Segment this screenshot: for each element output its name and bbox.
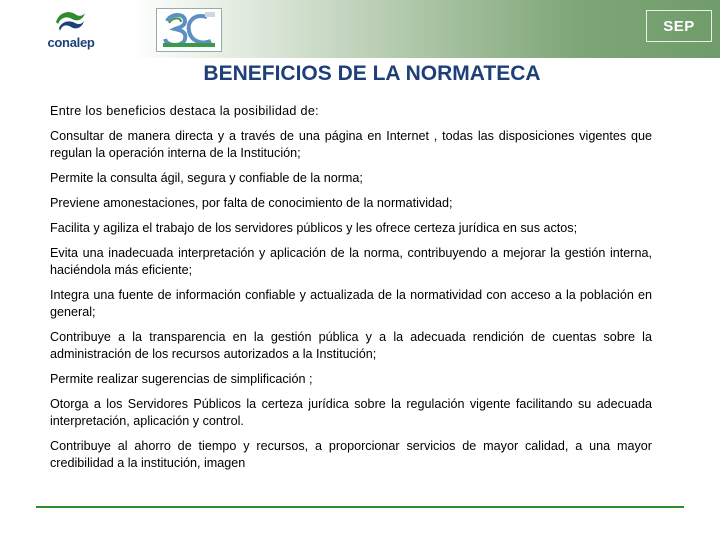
intro-text: Entre los beneficios destaca la posibilidad de: [50, 104, 319, 118]
benefit-item: Permite la consulta ágil, segura y confiable de la norma; [50, 171, 363, 185]
benefit-item: Consultar de manera directa y a través de una página en Internet , todas las disposiciones vigentes que regulan la operación interna de la Institución; [50, 129, 652, 160]
benefit-item: Permite realizar sugerencias de simplificación ; [50, 372, 313, 386]
benefits-content [50, 103, 652, 480]
benefit-item: Contribuye al ahorro de tiempo y recursos, a proporcionar servicios de mayor calidad, a una mayor credibilidad a la institución, imagen [50, 439, 652, 470]
benefit-item: Evita una inadecuada interpretación y aplicación de la norma, contribuyendo a mejorar la gestión interna, haciéndola más eficiente; [50, 246, 652, 277]
benefit-item: Otorga a los Servidores Públicos la certeza jurídica sobre la regulación vigente facilitando su adecuada interpretación, aplicación y control. [50, 397, 652, 428]
benefit-item: Integra una fuente de información confiable y actualizada de la normatividad con acceso a la población en general; [50, 288, 652, 319]
sep-logo: SEP [646, 10, 712, 42]
page-title: BENEFICIOS DE LA NORMATECA [203, 62, 541, 85]
bottom-divider [36, 506, 684, 508]
benefit-item: Facilita y agiliza el trabajo de los servidores públicos y les ofrece certeza jurídica en sus actos; [50, 221, 578, 235]
anniversary-emblem-icon [157, 9, 221, 51]
conalep-mark-icon [53, 8, 87, 34]
benefit-item: Contribuye a la transparencia en la gestión pública y a la adecuada rendición de cuentas sobre la administración de los recursos autorizados a la Institución; [50, 330, 652, 361]
anniversary-logo [156, 8, 222, 52]
conalep-logo [40, 8, 102, 52]
benefit-item: Previene amonestaciones, por falta de conocimiento de la normatividad; [50, 196, 453, 210]
conalep-wordmark: conalep [47, 35, 95, 50]
header-band [0, 0, 720, 58]
